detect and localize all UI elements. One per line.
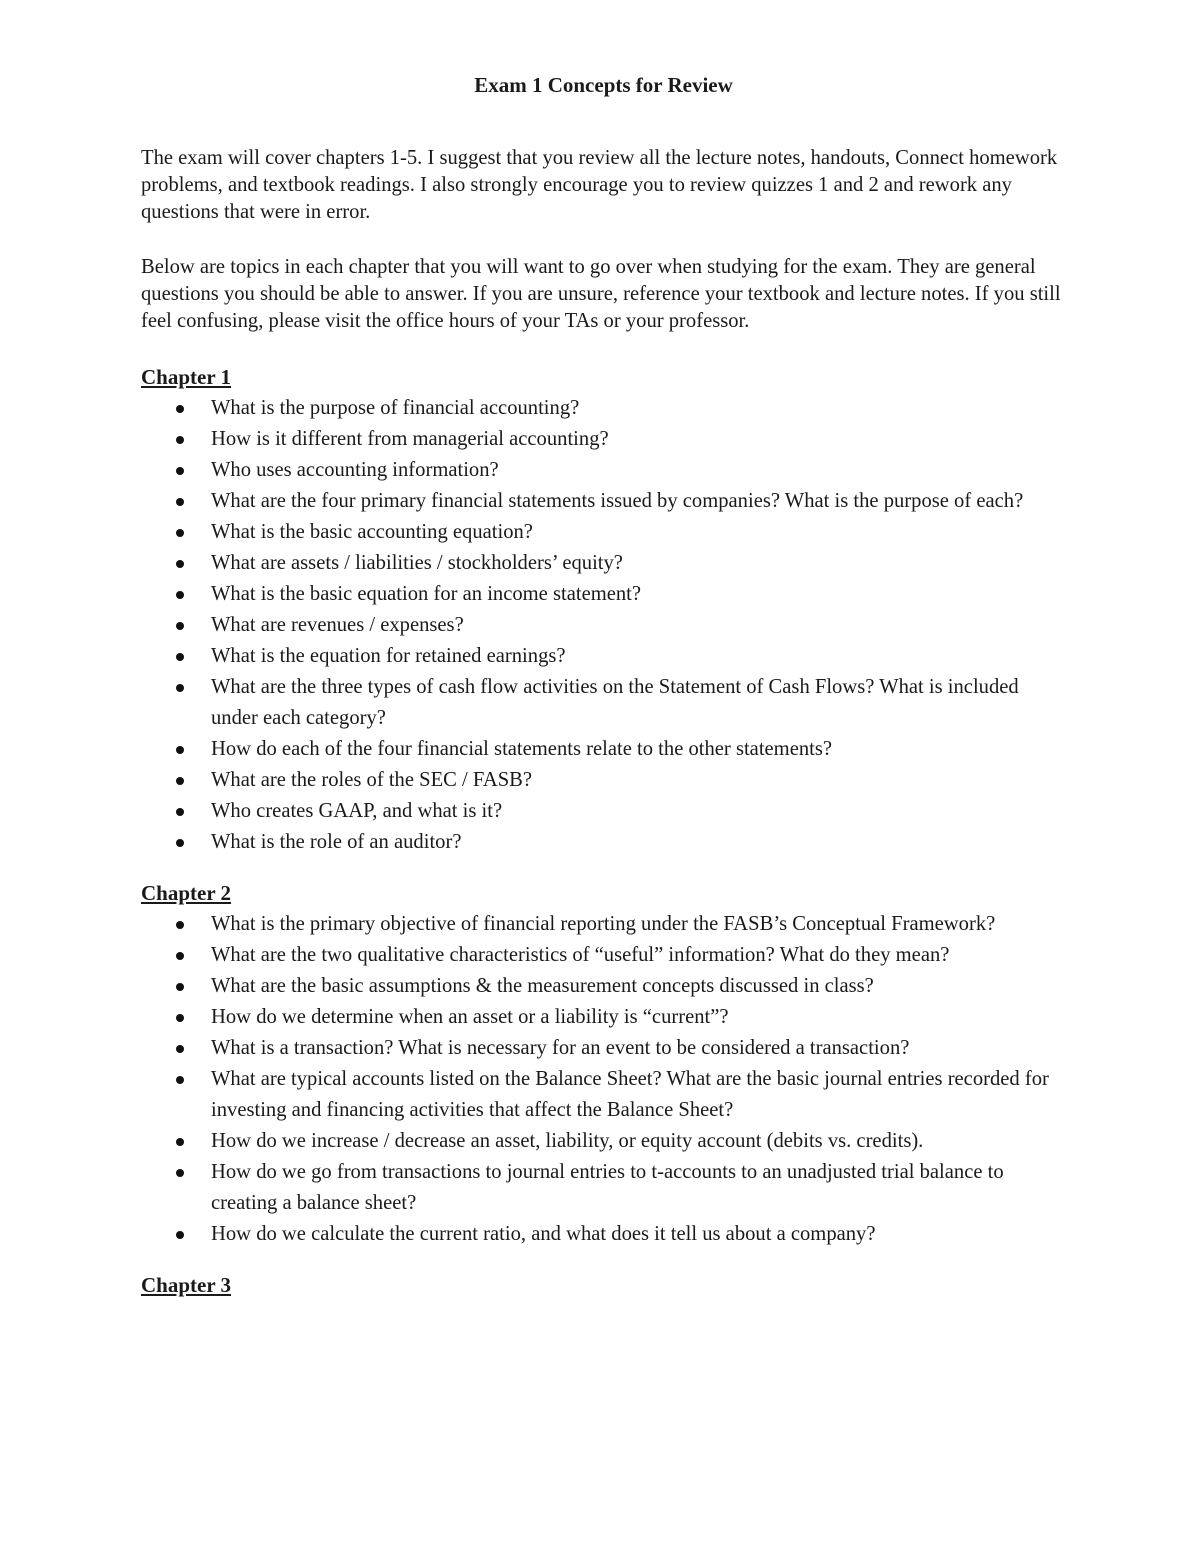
bullet-icon	[176, 808, 184, 816]
bullet-icon	[176, 746, 184, 754]
list-item: What are the basic assumptions & the measurement concepts discussed in class?	[141, 971, 1066, 1002]
bullet-icon	[176, 839, 184, 847]
document-title: Exam 1 Concepts for Review	[474, 73, 733, 97]
chapter-3-heading: Chapter 3	[141, 1273, 232, 1298]
bullet-icon	[176, 591, 184, 599]
bullet-icon	[176, 529, 184, 537]
bullet-icon	[176, 684, 184, 692]
list-item: What are the three types of cash flow activities on the Statement of Cash Flows? What is included under each category?	[141, 672, 1066, 734]
list-item: How do each of the four financial statements relate to the other statements?	[141, 734, 1066, 765]
list-item: What is the role of an auditor?	[141, 827, 1066, 858]
list-item: Who creates GAAP, and what is it?	[141, 796, 1066, 827]
list-item: How do we increase / decrease an asset, liability, or equity account (debits vs. credits).	[141, 1126, 1066, 1157]
bullet-icon	[176, 777, 184, 785]
bullet-icon	[176, 1231, 184, 1239]
bullet-icon	[176, 467, 184, 475]
bullet-icon	[176, 1014, 184, 1022]
list-item: How do we determine when an asset or a liability is “current”?	[141, 1002, 1066, 1033]
chapter-3-section	[141, 1270, 1066, 1301]
bullet-icon	[176, 1138, 184, 1146]
bullet-icon	[176, 1076, 184, 1084]
bullet-icon	[176, 1169, 184, 1177]
list-item: What are typical accounts listed on the Balance Sheet? What are the basic journal entries recorded for investing and financing activities that affect the Balance Sheet?	[141, 1064, 1066, 1126]
bullet-icon	[176, 952, 184, 960]
chapter-1-topic-list	[141, 393, 1066, 858]
instructions-paragraph: Below are topics in each chapter that you will want to go over when studying for the exam. They are general questions you should be able to answer. If you are unsure, reference your textbook and lecture notes. If you still feel confusing, please visit the office hours of your TAs or your professor.	[141, 255, 1061, 333]
bullet-icon	[176, 436, 184, 444]
list-item: What are the two qualitative characteristics of “useful” information? What do they mean?	[141, 940, 1066, 971]
bullet-icon	[176, 653, 184, 661]
bullet-icon	[176, 983, 184, 991]
list-item: What are assets / liabilities / stockholders’ equity?	[141, 548, 1066, 579]
list-item: What is the purpose of financial accounting?	[141, 393, 1066, 424]
chapter-2-heading: Chapter 2	[141, 881, 232, 906]
list-item: What are the four primary financial statements issued by companies? What is the purpose of each?	[141, 486, 1066, 517]
list-item: What is the basic equation for an income statement?	[141, 579, 1066, 610]
list-item: What is the primary objective of financial reporting under the FASB’s Conceptual Framework?	[141, 909, 1066, 940]
intro-paragraph: The exam will cover chapters 1-5. I suggest that you review all the lecture notes, handouts, Connect homework problems, and textbook readings. I also strongly encourage you to review quizzes 1 and 2 and rework any questions that were in error.	[141, 147, 1058, 224]
list-item: How do we go from transactions to journal entries to t-accounts to an unadjusted trial balance to creating a balance sheet?	[141, 1157, 1066, 1219]
list-item: Who uses accounting information?	[141, 455, 1066, 486]
bullet-icon	[176, 560, 184, 568]
bullet-icon	[176, 921, 184, 929]
bullet-icon	[176, 622, 184, 630]
list-item: What is the equation for retained earnings?	[141, 641, 1066, 672]
list-item: What is a transaction? What is necessary for an event to be considered a transaction?	[141, 1033, 1066, 1064]
list-item: How is it different from managerial accounting?	[141, 424, 1066, 455]
bullet-icon	[176, 1045, 184, 1053]
document-page	[141, 70, 1066, 1301]
chapter-2-topic-list	[141, 909, 1066, 1250]
list-item: What is the basic accounting equation?	[141, 517, 1066, 548]
chapter-2-section	[141, 878, 1066, 1250]
list-item: What are the roles of the SEC / FASB?	[141, 765, 1066, 796]
list-item: What are revenues / expenses?	[141, 610, 1066, 641]
chapter-1-section	[141, 362, 1066, 858]
bullet-icon	[176, 498, 184, 506]
bullet-icon	[176, 405, 184, 413]
chapter-1-heading: Chapter 1	[141, 365, 232, 390]
list-item: How do we calculate the current ratio, and what does it tell us about a company?	[141, 1219, 1066, 1250]
